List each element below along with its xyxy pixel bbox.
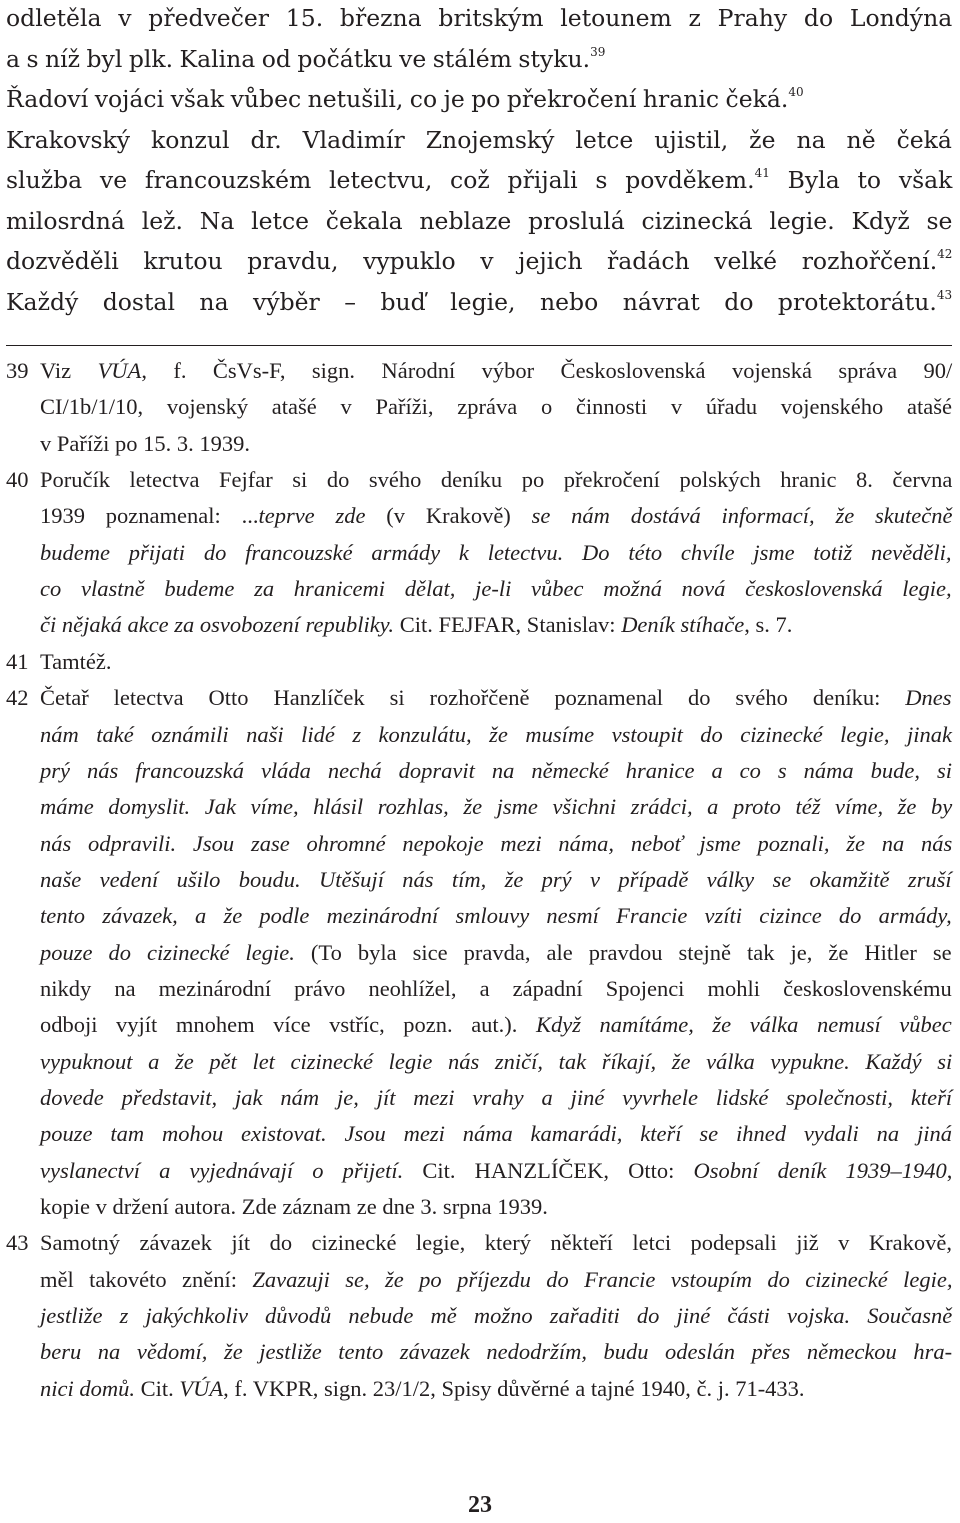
- footnote-ref: 42: [937, 247, 953, 261]
- page-number: 23: [468, 1492, 492, 1518]
- footnote-line: nám také oznámili naši lidé z konzulátu, že musíme vstoupit do cizinecké legie, jinak: [40, 721, 952, 747]
- footnote-line: co vlastně budeme za hranicemi dělat, je-li vůbec možná nová československá legie,: [40, 576, 952, 602]
- footnote-line: pouze do cizinecké legie. (To byla sice pravda, ale pravdou stejně tak je, že Hitler se: [40, 939, 952, 965]
- footnote-number: 43: [6, 1230, 29, 1256]
- text-line: a s níž byl plk. Kalina od počátku ve stálém styku.$^{39}$: [6, 44, 606, 73]
- footnote-line: měl takovéto znění: Zavazuji se, že po příjezdu do Francie vstoupím do cizinecké legie,: [40, 1266, 953, 1292]
- text-line: dozvěděli krutou pravdu, vypuklo v jejich řadách velké rozhořčení.$^{42}$: [6, 247, 953, 275]
- text-line: Řadoví vojáci však vůbec netušili, co je po překročení hranic čeká.$^{40}$: [6, 85, 804, 113]
- footnote-line: naše vedení ušilo boudu. Utěšují nás tím, že prý v případě války se okamžitě zruší: [40, 866, 952, 892]
- footnote-line: Četař letectva Otto Hanzlíček si rozhořčeně poznamenal do svého deníku: Dnes: [40, 685, 952, 711]
- footnote-line: kopie v držení autora. Zde záznam ze dne 3. srpna 1939.: [40, 1194, 548, 1220]
- footnote-line: či nějaká akce za osvobození republiky. Cit. FEJFAR, Stanislav: Deník stíhače, s. 7.: [40, 612, 793, 638]
- footnote-number: 39: [6, 358, 29, 383]
- footnote-ref: 41: [754, 166, 770, 180]
- footnote-line: prý nás francouzská vláda nechá dopravit na německé hranice a co s náma bude, si: [40, 757, 952, 783]
- footnote-line: budeme přijati do francouzské armády k letectvu. Do této chvíle jsme totiž nevěděli,: [40, 539, 952, 565]
- footnote-line: máme domyslit. Jak víme, hlásil rozhlas, že jsme všichni zrádci, a proto též víme, že by: [40, 794, 953, 820]
- footnote-line: CI/1b/1/10, vojenský atašé v Paříži, zpráva o činnosti v úřadu vojenského atašé: [40, 394, 952, 420]
- footnote-ref: 43: [936, 287, 953, 302]
- footnote-line: nikdy na mezinárodní právo neohlížel, a západní Spojenci mohli československému: [40, 975, 952, 1001]
- footnote-line: tento závazek, a že podle mezinárodní smlouvy nesmí Francie vzíti cizince do armády,: [40, 903, 952, 929]
- footnote-separator: [6, 345, 952, 346]
- footnote-line: odboji vyjít mnohem více vstříc, pozn. aut.). Když namítáme, že válka nemusí vůbec: [40, 1012, 952, 1038]
- text-line: odletěla v předvečer 15. března britským letounem z Prahy do Londýna: [6, 4, 953, 32]
- footnote-line: v Paříži po 15. 3. 1939.: [40, 430, 250, 456]
- text-line: milosrdná lež. Na letce čekala neblaze proslulá cizinecká legie. Když se: [6, 206, 953, 235]
- footnote-line: jestliže z jakýchkoliv důvodů nebude mě možno zařaditi do jiné části vojska. Současně: [40, 1303, 953, 1329]
- footnote-line: nici domů. Cit. VÚA, f. VKPR, sign. 23/1/2, Spisy důvěrné a tajné 1940, č. j. 71-433.: [40, 1375, 805, 1401]
- footnote-line: Poručík letectva Fejfar si do svého deníku po překročení polských hranic 8. června: [40, 467, 953, 493]
- footnote-line: Viz VÚA, f. ČsVs-F, sign. Národní výbor Československá vojenská správa 90/: [40, 358, 953, 383]
- footnote-ref: 40: [788, 85, 804, 99]
- footnote-line: beru na vědomí, že jestliže tento závazek nedodržím, budu odeslán přes německou hra-: [40, 1339, 953, 1365]
- footnote-line: Samotný závazek jít do cizinecké legie, který někteří letci podepsali již v Krakově,: [40, 1230, 952, 1256]
- footnote-number: 40: [6, 467, 29, 493]
- footnote-line: 1939 poznamenal: ...teprve zde (v Krakově) se nám dostává informací, že skutečně: [40, 503, 953, 529]
- footnote-line: vypuknout a že pět let cizinecké legie nás zničí, tak říkají, že válka vypukne. Každý si: [40, 1048, 953, 1074]
- footnote-line: nás odpravili. Jsou zase ohromné nepokoje mezi náma, neboť jsme poznali, že na nás: [40, 830, 953, 856]
- footnote-ref: 39: [590, 44, 606, 59]
- text-line: Každý dostal na výběr – buď legie, nebo návrat do protektorátu.$^{43}$: [6, 287, 953, 316]
- text-line: Krakovský konzul dr. Vladimír Znojemský letce ujistil, že na ně čeká: [6, 125, 952, 154]
- footnote-line: pouze tam mohou existovat. Jsou mezi náma kamarádi, kteří se ihned vydali na jiná: [40, 1121, 953, 1147]
- footnote-number: 42: [6, 685, 29, 711]
- footnote-line: vyslanectví a vyjednávají o přijetí. Cit. HANZLÍČEK, Otto: Osobní deník 1939–1940,: [40, 1157, 953, 1183]
- footnote-line: Tamtéž.: [40, 648, 112, 674]
- footnote-number: 41: [6, 648, 29, 674]
- text-line: služba ve francouzském letectvu, což přijali s povděkem.$^{41}$ Byla to však: [6, 166, 953, 194]
- footnote-line: dovede představit, jak nám je, jít mezi vrahy a jiné vyvrhele lidské společnosti, kteří: [40, 1085, 953, 1110]
